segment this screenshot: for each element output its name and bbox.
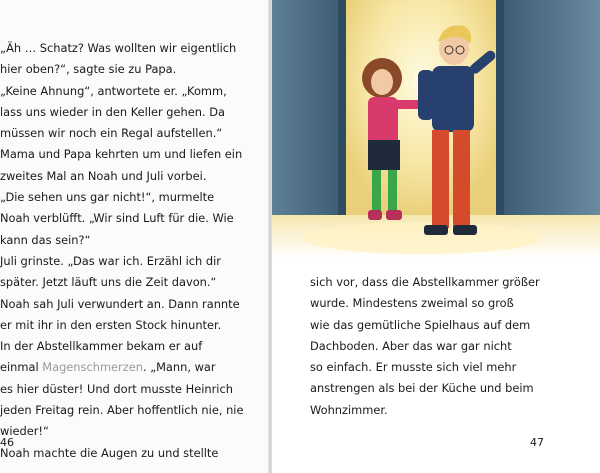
wall-right [500,0,600,230]
illustration-children-in-doorway [272,0,600,258]
text-line: wurde. Mindestens zweimal so groß [310,296,514,311]
text-line: Juli grinste. „Das war ich. Erzähl ich dir [0,253,221,268]
text-line: zweites Mal an Noah und Juli vorbei. [0,168,207,183]
text-line: später. Jetzt läuft uns die Zeit davon.“ [0,275,217,290]
text-line: lass uns wieder in den Keller gehen. Da [0,104,225,119]
page-number-right: 47 [530,436,544,449]
text-line: Noah sah Juli verwundert an. Dann rannte [0,296,240,311]
left-page [0,0,270,473]
text-line: so einfach. Er musste sich viel mehr [310,360,517,375]
text-line: In der Abstellkammer bekam er auf [0,339,203,354]
text-line: er mit ihr in den ersten Stock hinunter. [0,317,222,332]
text-line: jeden Freitag rein. Aber hoffentlich nie, nie [0,403,244,418]
text-segment: einmal [0,360,43,375]
text-line: Noah machte die Augen zu und stellte [0,445,219,460]
text-line-with-highlight [0,357,243,378]
text-line: Wohnzimmer. [310,402,388,417]
text-line: „Die sehen uns gar nicht!“, murmelte [0,190,215,205]
text-line: Dachboden. Aber das war gar nicht [310,338,512,353]
text-line: kann das sein?“ [0,232,91,247]
left-page-text [0,38,243,464]
text-line: Mama und Papa kehrten um und liefen ein [0,147,243,162]
text-line: müssen wir noch ein Regal aufstellen.“ [0,126,223,141]
text-line: „Äh … Schatz? Was wollten wir eigentlich [0,41,237,55]
wall-left [272,0,344,230]
text-line: sich vor, dass die Abstellkammer größer [310,275,540,289]
right-page-text [310,272,540,421]
text-segment: . „Mann, war [142,360,216,375]
page-number-left: 46 [0,436,14,449]
text-line: wieder!“ [0,424,49,439]
text-line: „Keine Ahnung“, antwortete er. „Komm, [0,83,227,98]
highlighted-word: Magenschmerzen [42,360,143,375]
text-line: hier oben?“, sagte sie zu Papa. [0,62,177,77]
right-page [272,0,600,473]
text-line: Noah verblüfft. „Wir sind Luft für die. Wie [0,211,234,226]
text-line: wie das gemütliche Spielhaus auf dem [310,317,531,332]
text-line: anstrengen als bei der Küche und beim [310,381,534,396]
text-line: es hier düster! Und dort musste Heinrich [0,381,233,396]
